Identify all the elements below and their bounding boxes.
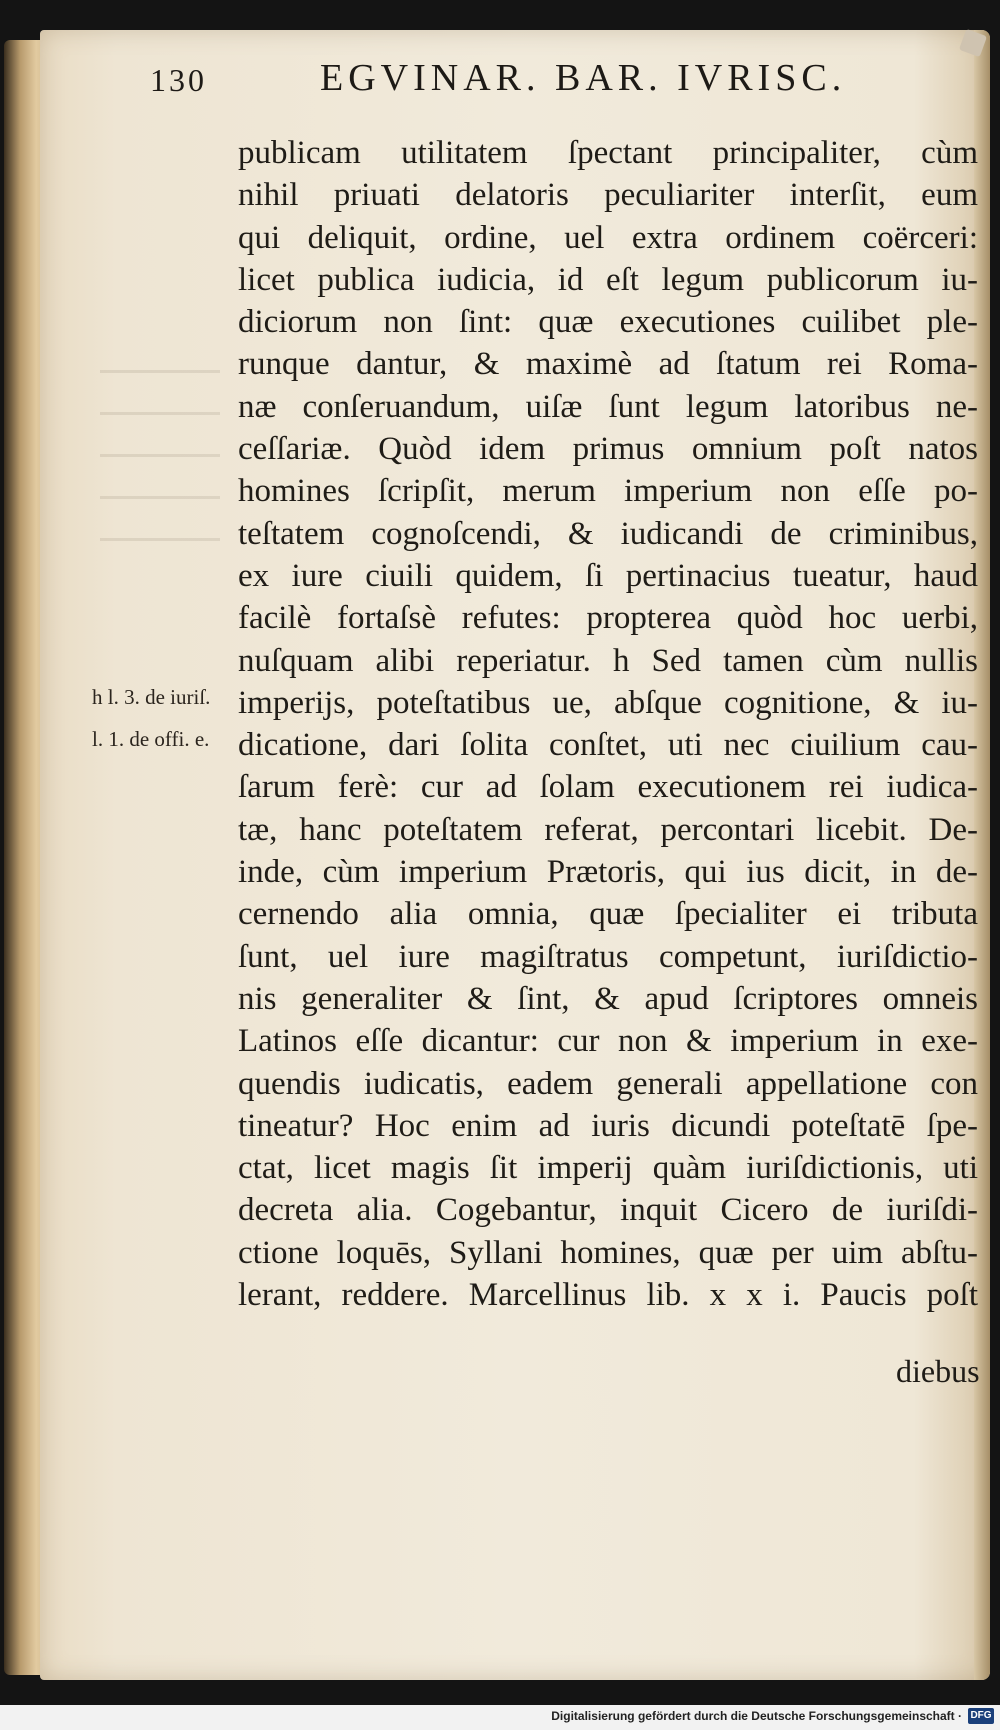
body-text [238,132,978,1316]
text-line: homines ſcripſit, merum imperium non eſſe po- [238,473,978,510]
text-line: tæ, hanc poteſtatem referat, percontari licebit. De- [238,811,978,848]
text-line: nis generaliter & ſint, & apud ſcriptores omneis [238,980,978,1017]
text-line: teſtatem cognoſcendi, & iudicandi de criminibus, [238,515,978,552]
text-line: quendis iudicatis, eadem generali appellatione con [238,1065,978,1102]
catchword: diebus [896,1353,980,1389]
text-line: Latinos eſſe dicantur: cur non & imperium in exe- [238,1023,978,1060]
page-header [150,52,910,112]
text-line: ex iure ciuili quidem, ſi pertinacius tueatur, haud [238,557,978,594]
text-line: licet publica iudicia, id eſt legum publicorum iu- [238,261,978,298]
text-line: ſarum ferè: cur ad ſolam executionem rei iudica- [238,769,978,806]
page-number: 130 [150,62,207,98]
text-line: ſunt, uel iure magiſtratus competunt, iuriſdictio- [238,938,978,975]
text-line: ctat, licet magis ſit imperij quàm iuriſdictionis, uti [238,1150,978,1187]
text-line: runque dantur, & maximè ad ſtatum rei Roma- [238,346,978,383]
text-line: decreta alia. Cogebantur, inquit Cicero de iuriſdi- [238,1192,978,1229]
text-line: nuſquam alibi reperiatur. h Sed tamen cùm nullis [238,642,978,679]
text-line: nihil priuati delatoris peculiariter interſit, eum [238,177,978,214]
funding-credit: Digitalisierung gefördert durch die Deutsche Forschungsgemeinschaft · [551,1709,962,1723]
running-head: EGVINAR. BAR. IVRISC. [320,57,847,99]
show-through-text [100,370,220,560]
text-line: imperijs, poteſtatibus ue, abſque cognitione, & iu- [238,684,978,721]
text-line: tineatur? Hoc enim ad iuris dicundi poteſtatē ſpe- [238,1107,978,1144]
marginal-note: l. 1. de offi. e. [92,727,210,751]
text-line: ceſſariæ. Quòd idem primus omnium poſt natos [238,431,978,468]
text-line: næ conſeruandum, uiſæ ſunt legum latoribus ne- [238,388,978,425]
marginal-note: h l. 3. de iuriſ. [92,685,211,709]
text-line: ctione loquēs, Syllani homines, quæ per uim abſtu- [238,1234,978,1271]
text-line: lerant, reddere. Marcellinus lib. x x i. Paucis poſt [238,1277,978,1314]
text-line: dicatione, dari ſolita conſtet, uti nec ciuilium cau- [238,727,978,764]
text-line: facilè fortaſsè refutes: propterea quòd hoc uerbi, [238,600,978,637]
text-line: diciorum non ſint: quæ executiones cuilibet ple- [238,304,978,341]
text-line: cernendo alia omnia, quæ ſpecialiter ei tributa [238,896,978,933]
text-line: inde, cùm imperium Prætoris, qui ius dicit, in de- [238,854,978,891]
digitization-footer [0,1705,1000,1730]
text-line: qui deliquit, ordine, uel extra ordinem coërceri: [238,219,978,256]
text-line: publicam utilitatem ſpectant principaliter, cùm [238,135,978,171]
marginal-notes [92,676,252,760]
dfg-logo-icon: DFG [968,1708,994,1724]
